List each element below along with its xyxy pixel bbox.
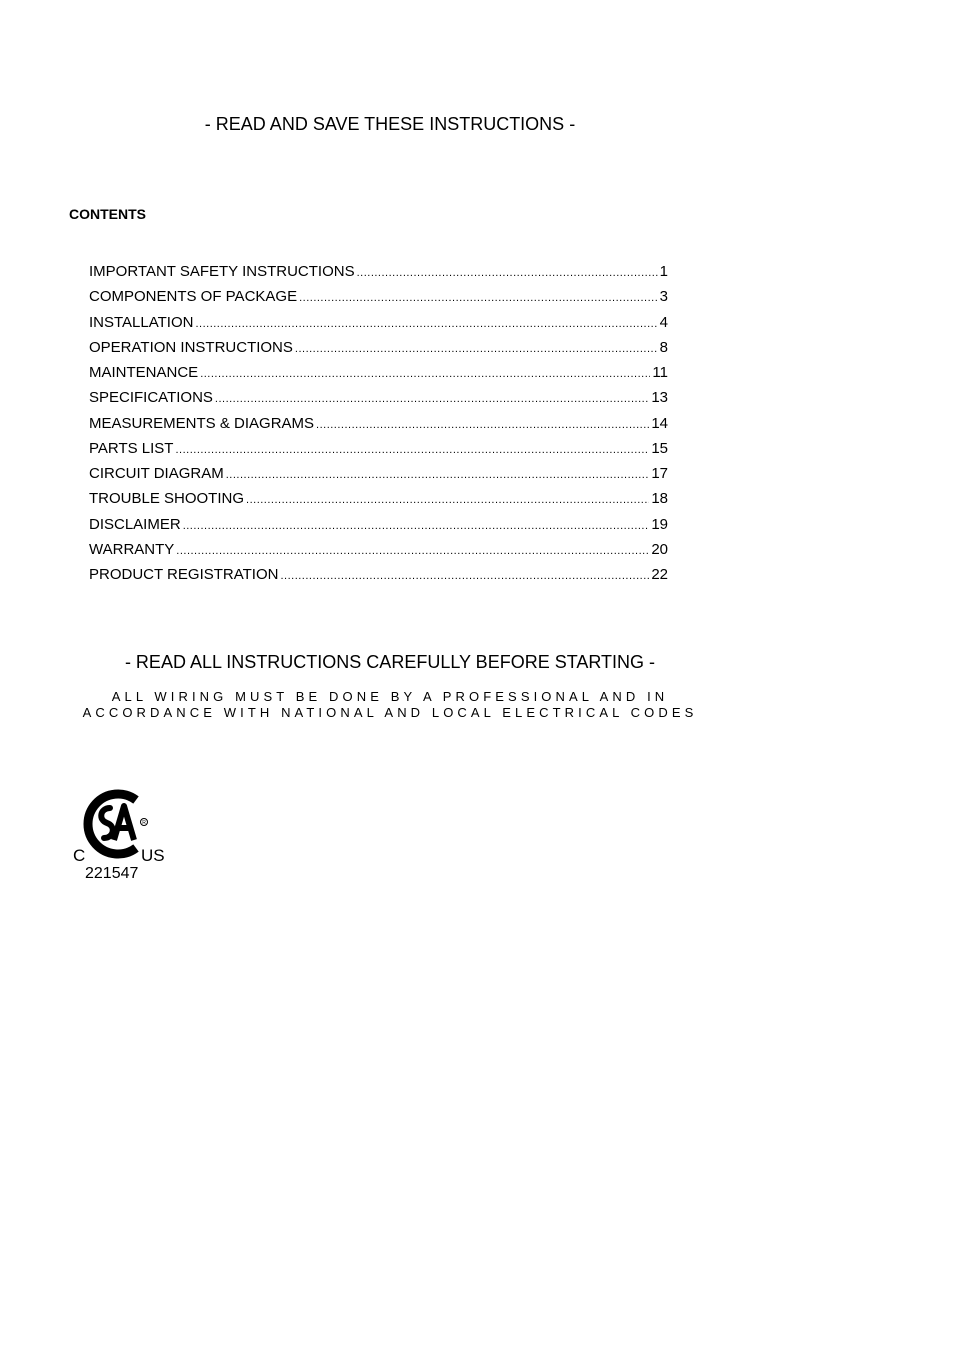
toc-leader-dots bbox=[215, 393, 649, 405]
toc-leader-dots bbox=[280, 570, 649, 582]
toc-label: COMPONENTS OF PACKAGE bbox=[89, 288, 298, 306]
toc-row bbox=[89, 364, 668, 389]
toc-leader-dots bbox=[357, 267, 658, 279]
toc-leader-dots bbox=[316, 419, 649, 431]
toc-page-number: 11 bbox=[652, 364, 668, 381]
page-title: - READ AND SAVE THESE INSTRUCTIONS - bbox=[204, 114, 576, 134]
toc-row bbox=[89, 541, 668, 566]
toc-page-number: 3 bbox=[659, 288, 668, 306]
toc-label: MAINTENANCE bbox=[89, 364, 199, 381]
table-of-contents bbox=[89, 263, 668, 591]
toc-leader-dots bbox=[183, 520, 650, 532]
toc-label: PRODUCT REGISTRATION bbox=[89, 566, 279, 583]
toc-leader-dots bbox=[176, 545, 649, 557]
svg-text:R: R bbox=[142, 820, 146, 826]
toc-leader-dots bbox=[195, 318, 657, 330]
toc-row bbox=[89, 440, 668, 465]
contents-heading: CONTENTS bbox=[69, 206, 146, 222]
toc-label: INSTALLATION bbox=[89, 313, 194, 331]
warning-title: - READ ALL INSTRUCTIONS CAREFULLY BEFORE STARTING - bbox=[124, 652, 656, 672]
toc-leader-dots bbox=[175, 444, 649, 456]
toc-page-number: 15 bbox=[651, 439, 668, 457]
toc-leader-dots bbox=[246, 494, 649, 506]
toc-leader-dots bbox=[226, 469, 650, 481]
toc-label: OPERATION INSTRUCTIONS bbox=[89, 338, 293, 356]
wiring-note-line-1: ALL WIRING MUST BE DONE BY A PROFESSIONAL AND IN bbox=[111, 689, 669, 704]
toc-row bbox=[89, 566, 668, 591]
wiring-note bbox=[0, 689, 780, 721]
toc-label: SPECIFICATIONS bbox=[89, 389, 213, 407]
toc-page-number: 17 bbox=[651, 465, 668, 482]
toc-row bbox=[89, 465, 668, 490]
toc-label: DISCLAIMER bbox=[89, 515, 181, 533]
toc-leader-dots bbox=[299, 292, 658, 304]
toc-label: PARTS LIST bbox=[89, 439, 174, 457]
toc-label: WARRANTY bbox=[89, 540, 175, 558]
wiring-note-line-2: ACCORDANCE WITH NATIONAL AND LOCAL ELECTRICAL CODES bbox=[82, 705, 698, 720]
toc-label: CIRCUIT DIAGRAM bbox=[89, 465, 224, 482]
toc-row bbox=[89, 415, 668, 440]
toc-row bbox=[89, 339, 668, 364]
toc-page-number: 4 bbox=[659, 313, 668, 331]
toc-page-number: 8 bbox=[659, 338, 668, 356]
toc-page-number: 1 bbox=[659, 263, 668, 280]
toc-page-number: 18 bbox=[651, 490, 668, 508]
toc-page-number: 19 bbox=[651, 515, 668, 533]
toc-row bbox=[89, 288, 668, 313]
toc-page-number: 22 bbox=[651, 566, 668, 583]
toc-row bbox=[89, 314, 668, 339]
toc-label: IMPORTANT SAFETY INSTRUCTIONS bbox=[89, 263, 355, 280]
toc-label: MEASUREMENTS & DIAGRAMS bbox=[89, 414, 315, 432]
toc-label: TROUBLE SHOOTING bbox=[89, 490, 245, 508]
toc-page-number: 14 bbox=[651, 414, 668, 432]
toc-leader-dots bbox=[200, 368, 650, 380]
toc-page-number: 13 bbox=[651, 389, 668, 407]
toc-row bbox=[89, 490, 668, 515]
toc-row bbox=[89, 389, 668, 414]
toc-page-number: 20 bbox=[651, 540, 668, 558]
csa-certificate-number: 221547 bbox=[85, 865, 139, 882]
toc-row bbox=[89, 263, 668, 288]
toc-leader-dots bbox=[295, 343, 658, 355]
csa-us-mark: US bbox=[141, 846, 165, 865]
csa-canada-mark: C bbox=[73, 846, 86, 865]
toc-row bbox=[89, 516, 668, 541]
